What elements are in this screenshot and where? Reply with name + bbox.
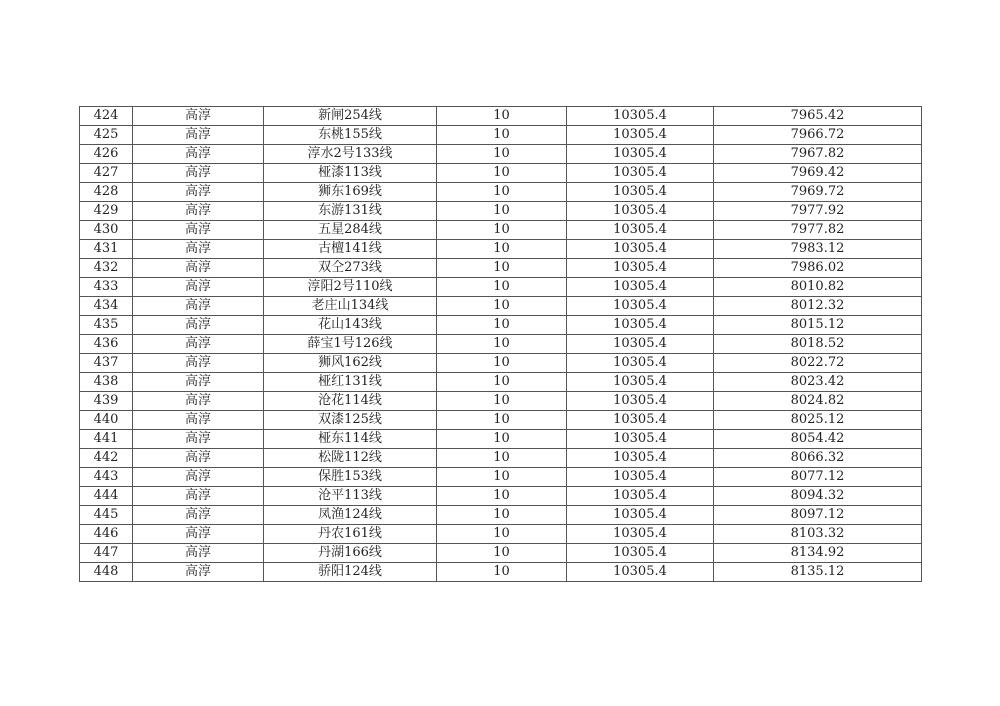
row-number-cell: 431 xyxy=(80,240,133,259)
capacity-cell: 10305.4 xyxy=(567,126,714,145)
area-cell: 高淳 xyxy=(133,411,264,430)
value-cell: 8134.92 xyxy=(714,544,922,563)
table-row xyxy=(80,335,922,354)
area-cell: 高淳 xyxy=(133,316,264,335)
value-cell: 7966.72 xyxy=(714,126,922,145)
capacity-cell: 10305.4 xyxy=(567,278,714,297)
area-cell: 高淳 xyxy=(133,107,264,126)
value-cell: 7967.82 xyxy=(714,145,922,164)
capacity-cell: 10305.4 xyxy=(567,468,714,487)
line-name-cell: 骄阳124线 xyxy=(264,563,437,582)
area-cell: 高淳 xyxy=(133,449,264,468)
row-number-cell: 444 xyxy=(80,487,133,506)
area-cell: 高淳 xyxy=(133,297,264,316)
value-cell: 7977.92 xyxy=(714,202,922,221)
capacity-cell: 10305.4 xyxy=(567,544,714,563)
voltage-cell: 10 xyxy=(437,278,567,297)
row-number-cell: 443 xyxy=(80,468,133,487)
capacity-cell: 10305.4 xyxy=(567,164,714,183)
area-cell: 高淳 xyxy=(133,183,264,202)
row-number-cell: 434 xyxy=(80,297,133,316)
voltage-cell: 10 xyxy=(437,430,567,449)
area-cell: 高淳 xyxy=(133,221,264,240)
area-cell: 高淳 xyxy=(133,259,264,278)
value-cell: 8022.72 xyxy=(714,354,922,373)
value-cell: 7965.42 xyxy=(714,107,922,126)
table-row xyxy=(80,240,922,259)
table-row xyxy=(80,126,922,145)
area-cell: 高淳 xyxy=(133,278,264,297)
table-row xyxy=(80,259,922,278)
area-cell: 高淳 xyxy=(133,544,264,563)
line-name-cell: 丹农161线 xyxy=(264,525,437,544)
area-cell: 高淳 xyxy=(133,240,264,259)
voltage-cell: 10 xyxy=(437,411,567,430)
line-name-cell: 淳阳2号110线 xyxy=(264,278,437,297)
row-number-cell: 435 xyxy=(80,316,133,335)
line-name-cell: 东游131线 xyxy=(264,202,437,221)
table-row xyxy=(80,316,922,335)
table-row xyxy=(80,411,922,430)
capacity-cell: 10305.4 xyxy=(567,221,714,240)
value-cell: 8015.12 xyxy=(714,316,922,335)
row-number-cell: 440 xyxy=(80,411,133,430)
row-number-cell: 425 xyxy=(80,126,133,145)
voltage-cell: 10 xyxy=(437,487,567,506)
table-row xyxy=(80,107,922,126)
value-cell: 8135.12 xyxy=(714,563,922,582)
line-name-cell: 淳水2号133线 xyxy=(264,145,437,164)
voltage-cell: 10 xyxy=(437,221,567,240)
row-number-cell: 428 xyxy=(80,183,133,202)
voltage-cell: 10 xyxy=(437,563,567,582)
voltage-cell: 10 xyxy=(437,392,567,411)
area-cell: 高淳 xyxy=(133,468,264,487)
capacity-cell: 10305.4 xyxy=(567,392,714,411)
value-cell: 8054.42 xyxy=(714,430,922,449)
line-name-cell: 凤渔124线 xyxy=(264,506,437,525)
table-row xyxy=(80,202,922,221)
row-number-cell: 446 xyxy=(80,525,133,544)
table-row xyxy=(80,525,922,544)
capacity-cell: 10305.4 xyxy=(567,202,714,221)
voltage-cell: 10 xyxy=(437,297,567,316)
voltage-cell: 10 xyxy=(437,316,567,335)
table-row xyxy=(80,278,922,297)
capacity-cell: 10305.4 xyxy=(567,506,714,525)
voltage-cell: 10 xyxy=(437,183,567,202)
table-row xyxy=(80,373,922,392)
capacity-cell: 10305.4 xyxy=(567,487,714,506)
capacity-cell: 10305.4 xyxy=(567,335,714,354)
row-number-cell: 439 xyxy=(80,392,133,411)
area-cell: 高淳 xyxy=(133,563,264,582)
line-name-cell: 保胜153线 xyxy=(264,468,437,487)
table-row xyxy=(80,392,922,411)
capacity-cell: 10305.4 xyxy=(567,430,714,449)
line-name-cell: 东桃155线 xyxy=(264,126,437,145)
line-name-cell: 桠东114线 xyxy=(264,430,437,449)
area-cell: 高淳 xyxy=(133,373,264,392)
row-number-cell: 433 xyxy=(80,278,133,297)
line-name-cell: 双仝273线 xyxy=(264,259,437,278)
row-number-cell: 432 xyxy=(80,259,133,278)
value-cell: 8066.32 xyxy=(714,449,922,468)
voltage-cell: 10 xyxy=(437,544,567,563)
value-cell: 8077.12 xyxy=(714,468,922,487)
voltage-cell: 10 xyxy=(437,202,567,221)
row-number-cell: 430 xyxy=(80,221,133,240)
area-cell: 高淳 xyxy=(133,145,264,164)
table-row xyxy=(80,449,922,468)
line-name-cell: 花山143线 xyxy=(264,316,437,335)
capacity-cell: 10305.4 xyxy=(567,563,714,582)
voltage-cell: 10 xyxy=(437,240,567,259)
voltage-cell: 10 xyxy=(437,259,567,278)
row-number-cell: 426 xyxy=(80,145,133,164)
voltage-cell: 10 xyxy=(437,164,567,183)
value-cell: 8012.32 xyxy=(714,297,922,316)
value-cell: 8094.32 xyxy=(714,487,922,506)
table-row xyxy=(80,430,922,449)
area-cell: 高淳 xyxy=(133,525,264,544)
voltage-cell: 10 xyxy=(437,468,567,487)
row-number-cell: 437 xyxy=(80,354,133,373)
capacity-cell: 10305.4 xyxy=(567,373,714,392)
line-name-cell: 沧花114线 xyxy=(264,392,437,411)
table-row xyxy=(80,221,922,240)
area-cell: 高淳 xyxy=(133,487,264,506)
capacity-cell: 10305.4 xyxy=(567,145,714,164)
capacity-cell: 10305.4 xyxy=(567,297,714,316)
line-name-cell: 沧平113线 xyxy=(264,487,437,506)
line-name-cell: 古檀141线 xyxy=(264,240,437,259)
capacity-cell: 10305.4 xyxy=(567,411,714,430)
area-cell: 高淳 xyxy=(133,335,264,354)
value-cell: 8025.12 xyxy=(714,411,922,430)
line-name-cell: 狮东169线 xyxy=(264,183,437,202)
row-number-cell: 447 xyxy=(80,544,133,563)
value-cell: 7986.02 xyxy=(714,259,922,278)
voltage-cell: 10 xyxy=(437,354,567,373)
line-name-cell: 松陇112线 xyxy=(264,449,437,468)
data-table xyxy=(79,106,922,582)
area-cell: 高淳 xyxy=(133,126,264,145)
line-name-cell: 新闸254线 xyxy=(264,107,437,126)
voltage-cell: 10 xyxy=(437,145,567,164)
value-cell: 8023.42 xyxy=(714,373,922,392)
value-cell: 8024.82 xyxy=(714,392,922,411)
value-cell: 7983.12 xyxy=(714,240,922,259)
voltage-cell: 10 xyxy=(437,373,567,392)
line-name-cell: 狮风162线 xyxy=(264,354,437,373)
capacity-cell: 10305.4 xyxy=(567,259,714,278)
line-name-cell: 五星284线 xyxy=(264,221,437,240)
line-name-cell: 桠红131线 xyxy=(264,373,437,392)
value-cell: 7977.82 xyxy=(714,221,922,240)
area-cell: 高淳 xyxy=(133,430,264,449)
table-row xyxy=(80,487,922,506)
line-name-cell: 丹湖166线 xyxy=(264,544,437,563)
row-number-cell: 436 xyxy=(80,335,133,354)
row-number-cell: 441 xyxy=(80,430,133,449)
row-number-cell: 429 xyxy=(80,202,133,221)
table-row xyxy=(80,354,922,373)
table-row xyxy=(80,506,922,525)
capacity-cell: 10305.4 xyxy=(567,354,714,373)
area-cell: 高淳 xyxy=(133,164,264,183)
capacity-cell: 10305.4 xyxy=(567,107,714,126)
value-cell: 7969.42 xyxy=(714,164,922,183)
voltage-cell: 10 xyxy=(437,525,567,544)
voltage-cell: 10 xyxy=(437,506,567,525)
line-name-cell: 双漆125线 xyxy=(264,411,437,430)
table-row xyxy=(80,183,922,202)
line-name-cell: 老庄山134线 xyxy=(264,297,437,316)
area-cell: 高淳 xyxy=(133,354,264,373)
value-cell: 8010.82 xyxy=(714,278,922,297)
voltage-cell: 10 xyxy=(437,335,567,354)
voltage-cell: 10 xyxy=(437,126,567,145)
capacity-cell: 10305.4 xyxy=(567,183,714,202)
row-number-cell: 427 xyxy=(80,164,133,183)
value-cell: 8018.52 xyxy=(714,335,922,354)
line-name-cell: 薛宝1号126线 xyxy=(264,335,437,354)
row-number-cell: 442 xyxy=(80,449,133,468)
value-cell: 8103.32 xyxy=(714,525,922,544)
table-row xyxy=(80,164,922,183)
table-body xyxy=(80,107,922,582)
row-number-cell: 438 xyxy=(80,373,133,392)
capacity-cell: 10305.4 xyxy=(567,316,714,335)
table-row xyxy=(80,297,922,316)
value-cell: 8097.12 xyxy=(714,506,922,525)
table-row xyxy=(80,145,922,164)
voltage-cell: 10 xyxy=(437,107,567,126)
row-number-cell: 448 xyxy=(80,563,133,582)
row-number-cell: 445 xyxy=(80,506,133,525)
table-row xyxy=(80,468,922,487)
value-cell: 7969.72 xyxy=(714,183,922,202)
capacity-cell: 10305.4 xyxy=(567,449,714,468)
area-cell: 高淳 xyxy=(133,506,264,525)
table-row xyxy=(80,544,922,563)
line-name-cell: 桠漆113线 xyxy=(264,164,437,183)
area-cell: 高淳 xyxy=(133,392,264,411)
capacity-cell: 10305.4 xyxy=(567,240,714,259)
row-number-cell: 424 xyxy=(80,107,133,126)
area-cell: 高淳 xyxy=(133,202,264,221)
capacity-cell: 10305.4 xyxy=(567,525,714,544)
table-row xyxy=(80,563,922,582)
voltage-cell: 10 xyxy=(437,449,567,468)
